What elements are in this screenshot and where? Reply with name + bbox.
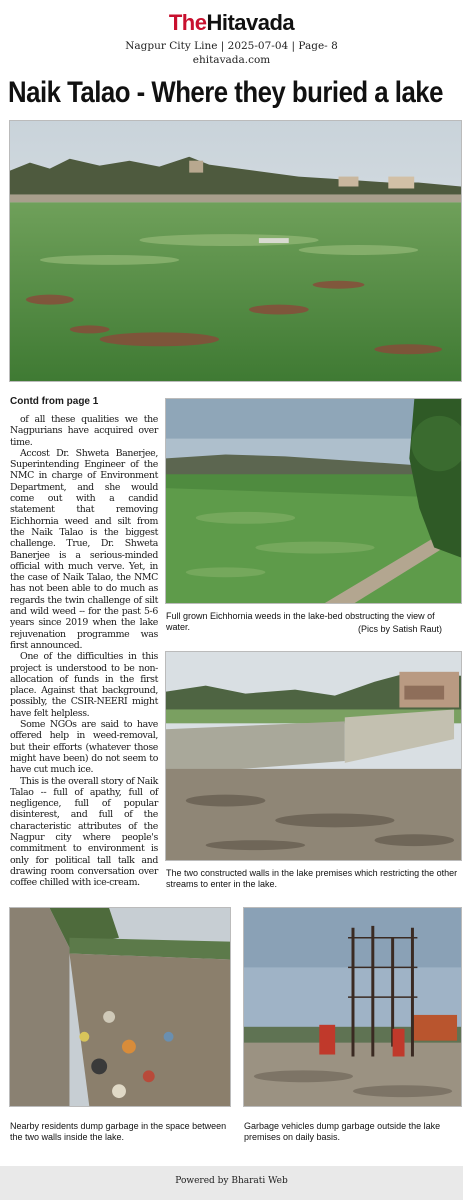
weeds-lake-bed-photo — [165, 398, 462, 604]
newspaper-logo[interactable] — [0, 10, 463, 36]
logo-name: Hitavada — [206, 10, 295, 35]
masthead — [0, 0, 463, 70]
footer-powered-by[interactable]: Powered by Bharati Web — [0, 1166, 463, 1200]
main-lake-photo — [9, 120, 462, 382]
garbage-outside-lake-photo — [243, 907, 462, 1107]
logo-the: The — [168, 10, 207, 35]
continued-from-label: Contd from page 1 — [10, 396, 99, 407]
article-paragraph: Accost Dr. Shweta Banerjee, Superintending Engineer of the NMC in charge of Environment Department, and she would come out with a candid statement that removing Eichhornia weed and silt from the Naik Talao is the biggest challenge. True, Dr. Shweta Banerjee is a serious-minded official with much verve. Yet, in the case of Naik Talao, the NMC has not been able to do much as regards the twin challenge of silt and wild weed -- for the past 5-6 years since 2019 when the lake rejuvenation programme was first announced. — [10, 447, 158, 651]
caption-weeds: Full grown Eichhornia weeds in the lake-bed obstructing the view of water. — [166, 611, 435, 632]
article-paragraph: One of the difficulties in this project is understood to be non-allocation of funds in the first place. Against that background, possibly, the CSIR-NEERI might have felt helpless. — [10, 651, 158, 719]
garbage-between-walls-photo — [9, 907, 231, 1107]
article-body — [10, 414, 158, 888]
photo-credit: (Pics by Satish Raut) — [358, 624, 443, 634]
article-paragraph: of all these qualities we the Nagpurians have acquired over time. — [10, 414, 158, 448]
caption-garbage-residents: Nearby residents dump garbage in the space between the two walls inside the lake. — [10, 1121, 227, 1142]
article-paragraph: This is the overall story of Naik Talao -- full of apathy, full of negligence, full of popular disinterest, and full of the characteristic attributes of the Nagpur city where people's commitment to environment is only for political tall talk and drawing room conversation over coffee chilled with ice-cream. — [10, 775, 158, 889]
site-url[interactable]: ehitavada.com — [192, 54, 271, 66]
article-paragraph: Some NGOs are said to have offered help in weed-removal, but their efforts (whatever those might have been) do not seem to have cut much ice. — [10, 719, 158, 776]
caption-walls: The two constructed walls in the lake premises which restricting the other streams to enter in the lake. — [166, 868, 458, 889]
headline: Naik Talao - Where they buried a lake — [8, 76, 443, 109]
edition-line: Nagpur City Line | 2025-07-04 | Page- 8 — [125, 40, 338, 52]
constructed-walls-photo — [165, 651, 462, 861]
caption-garbage-vehicles: Garbage vehicles dump garbage outside the lake premises on daily basis. — [244, 1121, 441, 1142]
